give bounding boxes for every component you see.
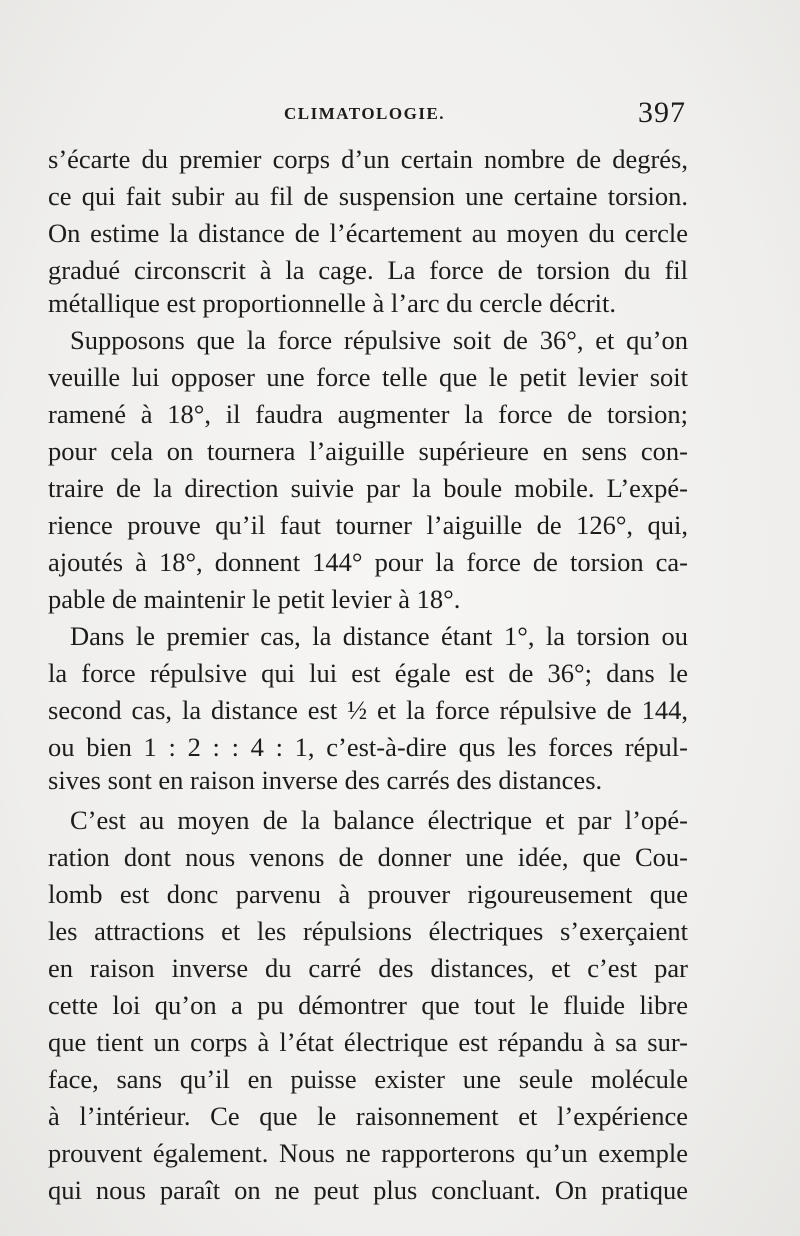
text-line: C’est au moyen de la balance électrique et par l’opé- — [70, 805, 688, 835]
text-line: prouvent également. Nous ne rapporterons qu’un exemple — [48, 1138, 688, 1168]
text-line: cette loi qu’on a pu démontrer que tout le fluide libre — [48, 990, 688, 1020]
text-line: que tient un corps à l’état électrique est répandu à sa sur- — [48, 1027, 688, 1057]
text-line: les attractions et les répulsions électriques s’exerçaient — [48, 916, 688, 946]
text-line: On estime la distance de l’écartement au moyen du cercle — [48, 218, 688, 248]
text-line: pable de maintenir le petit levier à 18°. — [48, 584, 461, 614]
text-line: rience prouve qu’il faut tourner l’aiguille de 126°, qui, — [48, 510, 688, 540]
text-line: ration dont nous venons de donner une idée, que Cou- — [48, 842, 688, 872]
text-line: lomb est donc parvenu à prouver rigoureusement que — [48, 879, 688, 909]
text-line: sives sont en raison inverse des carrés des distances. — [48, 765, 603, 795]
text-line: ramené à 18°, il faudra augmenter la force de torsion; — [48, 399, 688, 429]
text-line: ou bien 1 : 2 : : 4 : 1, c’est-à-dire qus les forces répul- — [48, 732, 688, 762]
text-line: traire de la direction suivie par la boule mobile. L’expé- — [48, 473, 688, 503]
text-line: pour cela on tournera l’aiguille supérieure en sens con- — [48, 436, 688, 466]
text-line: gradué circonscrit à la cage. La force de torsion du fil — [48, 255, 688, 285]
text-line: ce qui fait subir au fil de suspension une certaine torsion. — [48, 181, 688, 211]
text-line: en raison inverse du carré des distances, et c’est par — [48, 953, 688, 983]
text-line: ajoutés à 18°, donnent 144° pour la force de torsion ca- — [48, 547, 688, 577]
page-number: 397 — [638, 96, 686, 129]
text-line: la force répulsive qui lui est égale est de 36°; dans le — [48, 658, 688, 688]
text-line: face, sans qu’il en puisse exister une seule molécule — [48, 1064, 688, 1094]
text-line: s’écarte du premier corps d’un certain nombre de degrés, — [48, 144, 688, 174]
text-line: qui nous paraît on ne peut plus concluant. On pratique — [48, 1175, 688, 1205]
text-line: à l’intérieur. Ce que le raisonnement et l’expérience — [48, 1101, 688, 1131]
text-line: Supposons que la force répulsive soit de 36°, et qu’on — [70, 325, 688, 355]
text-line: Dans le premier cas, la distance étant 1°, la torsion ou — [70, 621, 688, 651]
text-line: veuille lui opposer une force telle que le petit levier soit — [48, 362, 688, 392]
text-line: second cas, la distance est ½ et la force répulsive de 144, — [48, 695, 688, 725]
running-head: CLIMATOLOGIE. — [284, 104, 446, 123]
text-line: métallique est proportionnelle à l’arc du cercle décrit. — [48, 288, 617, 318]
